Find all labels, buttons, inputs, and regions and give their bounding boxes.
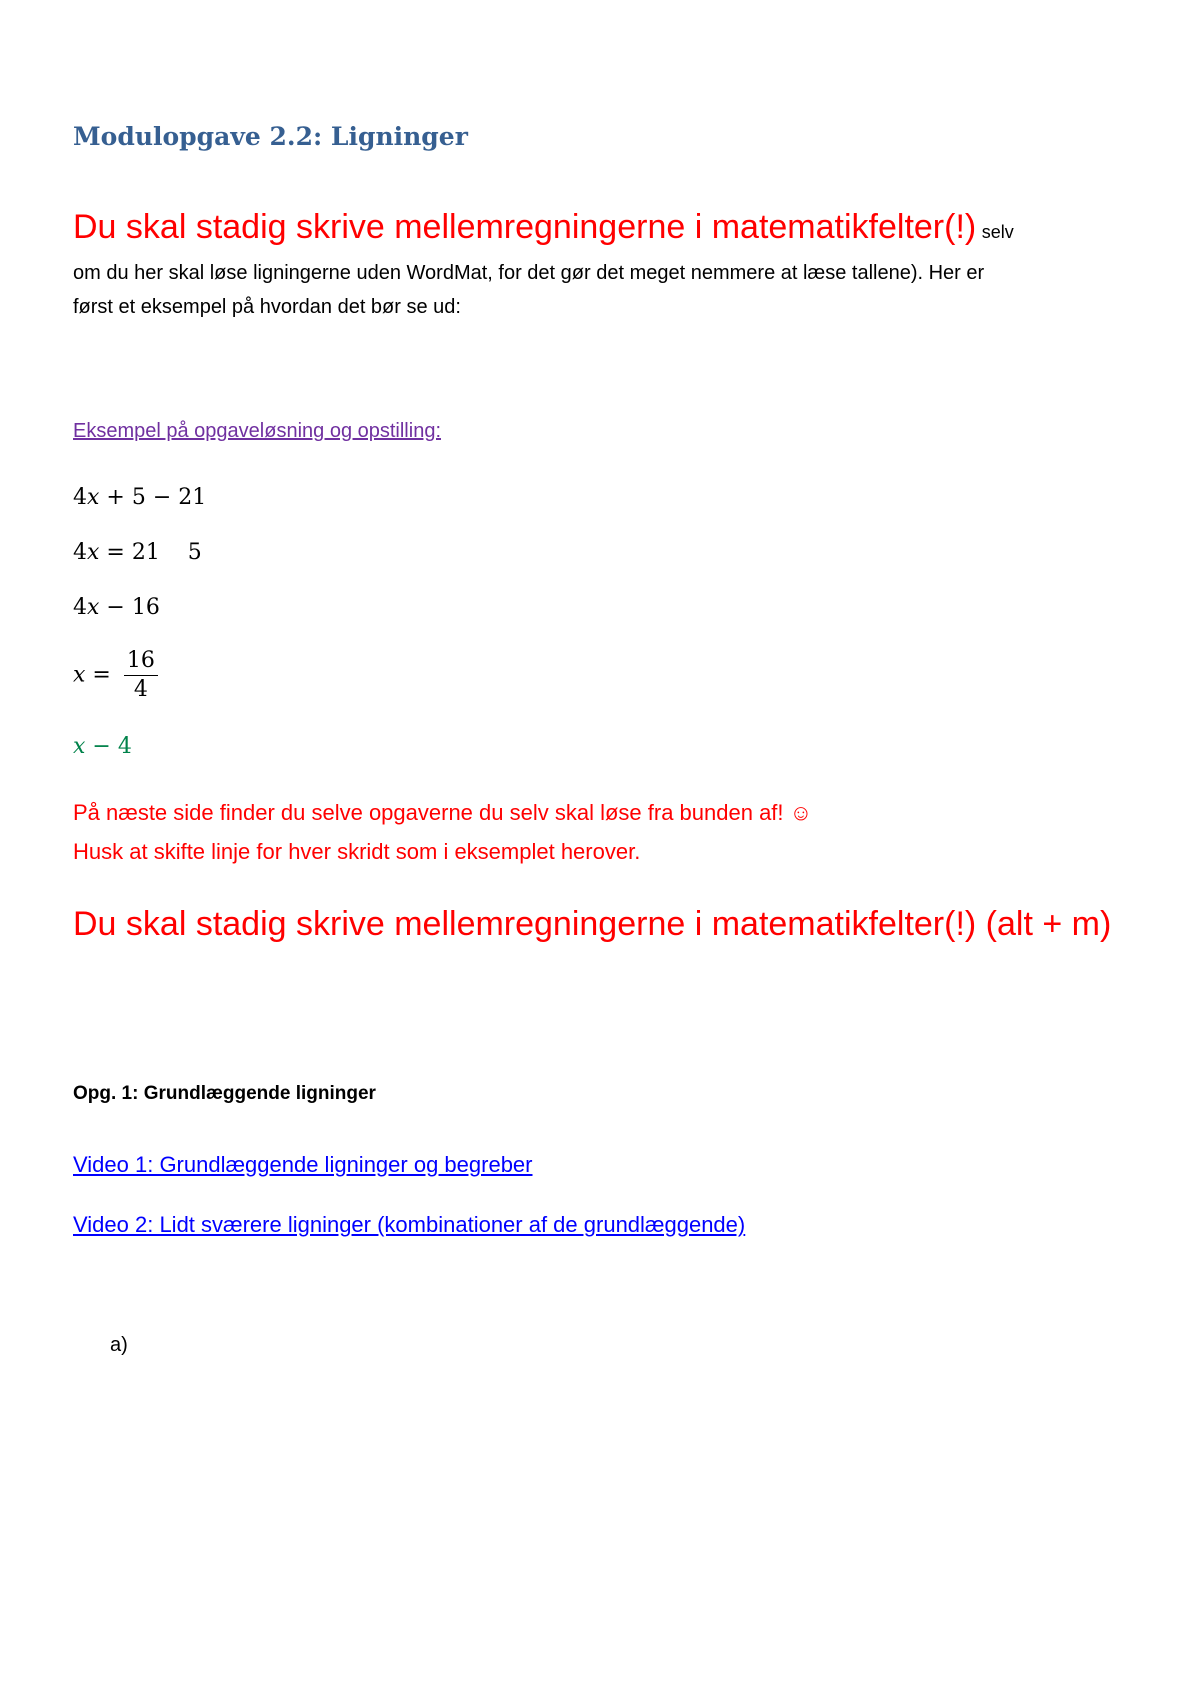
- document-title: Modulopgave 2.2: Ligninger: [73, 122, 468, 151]
- eq5-var: x: [73, 734, 86, 759]
- eq4-denominator: 4: [133, 677, 148, 702]
- eq4-numerator: 16: [124, 647, 158, 676]
- eq1-rest: + 5 − 21: [99, 485, 207, 510]
- eq3-rest: − 16: [99, 595, 160, 620]
- eq1-var: x: [87, 485, 100, 510]
- note-line-1: På næste side finder du selve opgaverne du selv skal løse fra bunden af! ☺: [73, 800, 813, 825]
- opg1-heading: Opg. 1: Grundlæggende ligninger: [73, 1083, 376, 1104]
- eq5-rest: − 4: [85, 734, 132, 759]
- eq4-eq: =: [85, 662, 111, 688]
- eq3-var: x: [87, 595, 100, 620]
- reminder-heading: Du skal stadig skrive mellemregningerne i matematikfelter(!) (alt + m): [73, 905, 1112, 943]
- equation-line-4: [73, 647, 158, 704]
- eq4-fraction: [124, 647, 158, 704]
- equation-line-3: [73, 595, 160, 620]
- intro-text-3: først et eksempel på hvordan det bør se ud:: [73, 296, 461, 318]
- eq1-coef: 4: [73, 485, 87, 510]
- eq2-coef: 4: [73, 540, 87, 565]
- eq3-coef: 4: [73, 595, 87, 620]
- intro-red-text: Du skal stadig skrive mellemregningerne i matematikfelter(!): [73, 208, 977, 246]
- equation-line-1: [73, 485, 206, 510]
- example-heading: Eksempel på opgaveløsning og opstilling:: [73, 420, 441, 442]
- eq2-rest: = 21 5: [99, 540, 202, 565]
- intro-text-2: om du her skal løse ligningerne uden WordMat, for det gør det meget nemmere at læse tallene). Her er: [73, 262, 985, 284]
- eq2-var: x: [87, 540, 100, 565]
- eq4-var: x: [73, 662, 86, 688]
- notes-block: [73, 793, 812, 871]
- intro-text-1: selv: [981, 222, 1014, 242]
- video-2-link[interactable]: Video 2: Lidt sværere ligninger (kombinationer af de grundlæggende): [73, 1212, 746, 1237]
- subtask-label-a: a): [110, 1334, 128, 1356]
- note-line-2: Husk at skifte linje for hver skridt som i eksemplet herover.: [73, 839, 641, 864]
- equation-line-5: [73, 734, 132, 759]
- equation-line-2: [73, 540, 202, 565]
- intro-paragraph: [73, 198, 1113, 324]
- video-1-link[interactable]: Video 1: Grundlæggende ligninger og begreber: [73, 1152, 533, 1177]
